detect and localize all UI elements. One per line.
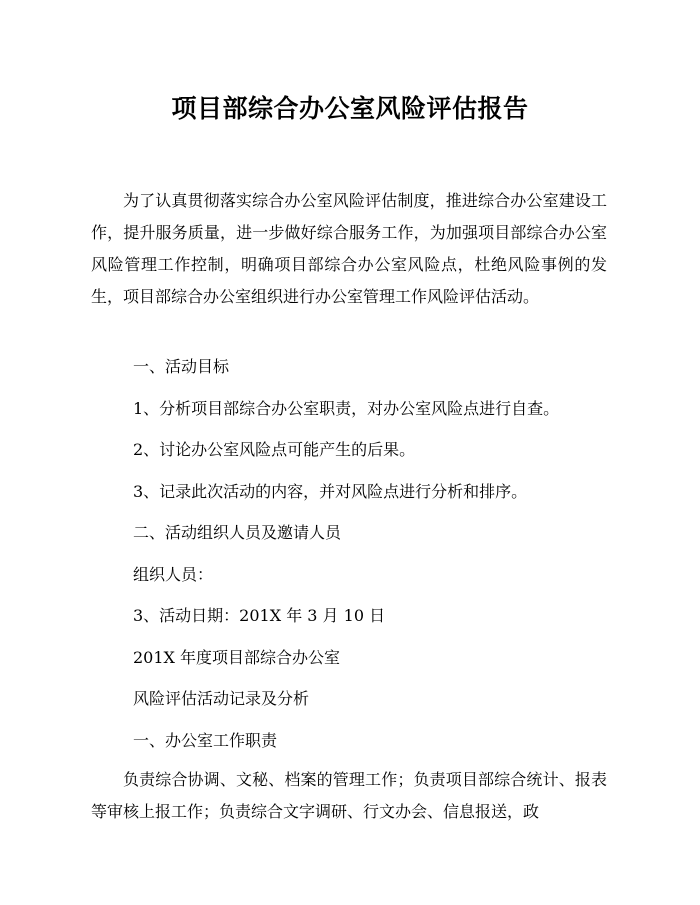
section-heading-personnel: 二、活动组织人员及邀请人员 bbox=[133, 523, 342, 542]
intro-paragraph: 为了认真贯彻落实综合办公室风险评估制度，推进综合办公室建设工作，提升服务质量，进一步做好综合服务工作，为加强项目部综合办公室风险管理工作控制，明确项目部综合办公室风险点，杜绝风险事例的发生，项目部综合办公室组织进行办公室管理工作风险评估活动。 bbox=[91, 191, 607, 306]
document-title: 项目部综合办公室风险评估报告 bbox=[171, 94, 529, 123]
section-heading-duties: 一、办公室工作职责 bbox=[133, 731, 278, 750]
annual-office-heading: 201X 年度项目部综合办公室 bbox=[133, 648, 341, 667]
activity-date: 3、活动日期：201X 年 3 月 10 日 bbox=[133, 606, 386, 625]
objective-item-1: 1、分析项目部综合办公室职责，对办公室风险点进行自查。 bbox=[133, 399, 560, 418]
record-analysis-heading: 风险评估活动记录及分析 bbox=[133, 689, 310, 708]
objective-item-3: 3、记录此次活动的内容，并对风险点进行分析和排序。 bbox=[133, 482, 528, 501]
organizers-label: 组织人员： bbox=[133, 565, 214, 584]
duties-paragraph: 负责综合协调、文秘、档案的管理工作；负责项目部综合统计、报表等审核上报工作；负责综合文字调研、行文办会、信息报送，政 bbox=[91, 770, 607, 821]
objective-item-2: 2、讨论办公室风险点可能产生的后果。 bbox=[133, 440, 416, 459]
section-heading-objectives: 一、活动目标 bbox=[133, 357, 230, 376]
